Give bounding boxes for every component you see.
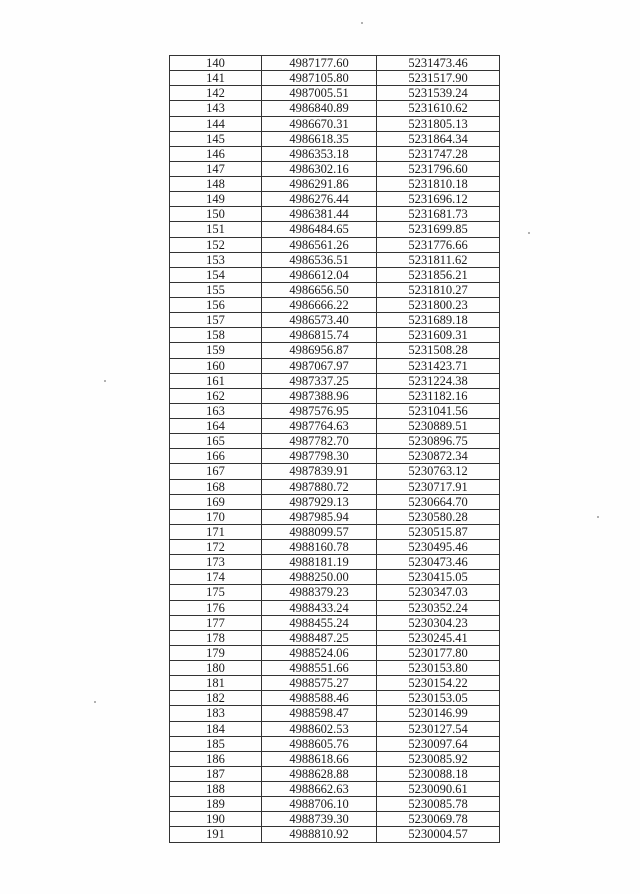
point-number-cell: 167: [170, 464, 262, 479]
y-coordinate-cell: 5231856.21: [377, 267, 500, 282]
y-coordinate-cell: 5230085.78: [377, 797, 500, 812]
point-number-cell: 177: [170, 615, 262, 630]
table-row: [170, 267, 500, 282]
point-number-cell: 185: [170, 736, 262, 751]
point-number-cell: 172: [170, 540, 262, 555]
x-coordinate-cell: 4987177.60: [262, 56, 377, 71]
x-coordinate-cell: 4988810.92: [262, 827, 377, 842]
table-row: [170, 570, 500, 585]
y-coordinate-cell: 5230153.05: [377, 691, 500, 706]
y-coordinate-cell: 5230177.80: [377, 645, 500, 660]
x-coordinate-cell: 4988379.23: [262, 585, 377, 600]
y-coordinate-cell: 5230580.28: [377, 509, 500, 524]
y-coordinate-cell: 5231810.18: [377, 177, 500, 192]
point-number-cell: 159: [170, 343, 262, 358]
y-coordinate-cell: 5230352.24: [377, 600, 500, 615]
y-coordinate-cell: 5230146.99: [377, 706, 500, 721]
point-number-cell: 163: [170, 403, 262, 418]
table-row: [170, 600, 500, 615]
x-coordinate-cell: 4988605.76: [262, 736, 377, 751]
point-number-cell: 189: [170, 797, 262, 812]
x-coordinate-cell: 4986670.31: [262, 116, 377, 131]
x-coordinate-cell: 4987337.25: [262, 373, 377, 388]
y-coordinate-cell: 5230515.87: [377, 524, 500, 539]
point-number-cell: 140: [170, 56, 262, 71]
table-row: [170, 222, 500, 237]
point-number-cell: 148: [170, 177, 262, 192]
x-coordinate-cell: 4986353.18: [262, 146, 377, 161]
y-coordinate-cell: 5231041.56: [377, 403, 500, 418]
table-row: [170, 812, 500, 827]
x-coordinate-cell: 4988739.30: [262, 812, 377, 827]
x-coordinate-cell: 4988250.00: [262, 570, 377, 585]
y-coordinate-cell: 5230090.61: [377, 782, 500, 797]
point-number-cell: 155: [170, 282, 262, 297]
y-coordinate-cell: 5231864.34: [377, 131, 500, 146]
x-coordinate-cell: 4986840.89: [262, 101, 377, 116]
table-row: [170, 207, 500, 222]
point-number-cell: 176: [170, 600, 262, 615]
x-coordinate-cell: 4987105.80: [262, 71, 377, 86]
y-coordinate-cell: 5231699.85: [377, 222, 500, 237]
point-number-cell: 182: [170, 691, 262, 706]
point-number-cell: 184: [170, 721, 262, 736]
x-coordinate-cell: 4986291.86: [262, 177, 377, 192]
point-number-cell: 171: [170, 524, 262, 539]
point-number-cell: 156: [170, 298, 262, 313]
point-number-cell: 142: [170, 86, 262, 101]
table-row: [170, 555, 500, 570]
point-number-cell: 186: [170, 751, 262, 766]
x-coordinate-cell: 4987067.97: [262, 358, 377, 373]
table-row: [170, 524, 500, 539]
y-coordinate-cell: 5230304.23: [377, 615, 500, 630]
point-number-cell: 181: [170, 676, 262, 691]
table-row: [170, 419, 500, 434]
point-number-cell: 174: [170, 570, 262, 585]
point-number-cell: 180: [170, 661, 262, 676]
x-coordinate-cell: 4987880.72: [262, 479, 377, 494]
table-row: [170, 434, 500, 449]
point-number-cell: 150: [170, 207, 262, 222]
table-row: [170, 706, 500, 721]
x-coordinate-cell: 4988524.06: [262, 645, 377, 660]
table-row: [170, 676, 500, 691]
x-coordinate-cell: 4986656.50: [262, 282, 377, 297]
point-number-cell: 183: [170, 706, 262, 721]
table-row: [170, 101, 500, 116]
y-coordinate-cell: 5231776.66: [377, 237, 500, 252]
table-row: [170, 313, 500, 328]
scan-speck: [104, 380, 106, 382]
table-row: [170, 540, 500, 555]
table-row: [170, 192, 500, 207]
table-row: [170, 479, 500, 494]
table-row: [170, 585, 500, 600]
y-coordinate-cell: 5231689.18: [377, 313, 500, 328]
point-number-cell: 151: [170, 222, 262, 237]
x-coordinate-cell: 4986381.44: [262, 207, 377, 222]
x-coordinate-cell: 4986618.35: [262, 131, 377, 146]
point-number-cell: 164: [170, 419, 262, 434]
point-number-cell: 147: [170, 161, 262, 176]
point-number-cell: 160: [170, 358, 262, 373]
y-coordinate-cell: 5230896.75: [377, 434, 500, 449]
table-row: [170, 509, 500, 524]
table-row: [170, 797, 500, 812]
y-coordinate-cell: 5230872.34: [377, 449, 500, 464]
y-coordinate-cell: 5230664.70: [377, 494, 500, 509]
table-row: [170, 358, 500, 373]
table-row: [170, 766, 500, 781]
x-coordinate-cell: 4988598.47: [262, 706, 377, 721]
x-coordinate-cell: 4986956.87: [262, 343, 377, 358]
table-row: [170, 86, 500, 101]
x-coordinate-cell: 4988706.10: [262, 797, 377, 812]
point-number-cell: 145: [170, 131, 262, 146]
coordinates-table-body: [170, 56, 500, 843]
x-coordinate-cell: 4988575.27: [262, 676, 377, 691]
y-coordinate-cell: 5231508.28: [377, 343, 500, 358]
point-number-cell: 166: [170, 449, 262, 464]
table-row: [170, 782, 500, 797]
point-number-cell: 149: [170, 192, 262, 207]
point-number-cell: 154: [170, 267, 262, 282]
x-coordinate-cell: 4988487.25: [262, 630, 377, 645]
table-row: [170, 116, 500, 131]
table-row: [170, 56, 500, 71]
x-coordinate-cell: 4986666.22: [262, 298, 377, 313]
x-coordinate-cell: 4988433.24: [262, 600, 377, 615]
y-coordinate-cell: 5230153.80: [377, 661, 500, 676]
y-coordinate-cell: 5231609.31: [377, 328, 500, 343]
y-coordinate-cell: 5230069.78: [377, 812, 500, 827]
point-number-cell: 178: [170, 630, 262, 645]
x-coordinate-cell: 4988099.57: [262, 524, 377, 539]
y-coordinate-cell: 5231224.38: [377, 373, 500, 388]
x-coordinate-cell: 4986612.04: [262, 267, 377, 282]
point-number-cell: 175: [170, 585, 262, 600]
scan-speck: [528, 232, 530, 234]
table-row: [170, 161, 500, 176]
table-row: [170, 146, 500, 161]
y-coordinate-cell: 5230085.92: [377, 751, 500, 766]
table-row: [170, 388, 500, 403]
x-coordinate-cell: 4987388.96: [262, 388, 377, 403]
table-row: [170, 615, 500, 630]
point-number-cell: 158: [170, 328, 262, 343]
x-coordinate-cell: 4988628.88: [262, 766, 377, 781]
point-number-cell: 157: [170, 313, 262, 328]
x-coordinate-cell: 4987798.30: [262, 449, 377, 464]
point-number-cell: 170: [170, 509, 262, 524]
table-row: [170, 373, 500, 388]
point-number-cell: 179: [170, 645, 262, 660]
point-number-cell: 141: [170, 71, 262, 86]
table-row: [170, 131, 500, 146]
y-coordinate-cell: 5230763.12: [377, 464, 500, 479]
x-coordinate-cell: 4987839.91: [262, 464, 377, 479]
x-coordinate-cell: 4986561.26: [262, 237, 377, 252]
y-coordinate-cell: 5230154.22: [377, 676, 500, 691]
y-coordinate-cell: 5230717.91: [377, 479, 500, 494]
y-coordinate-cell: 5230415.05: [377, 570, 500, 585]
point-number-cell: 165: [170, 434, 262, 449]
point-number-cell: 187: [170, 766, 262, 781]
y-coordinate-cell: 5231681.73: [377, 207, 500, 222]
point-number-cell: 169: [170, 494, 262, 509]
table-row: [170, 298, 500, 313]
y-coordinate-cell: 5231539.24: [377, 86, 500, 101]
point-number-cell: 153: [170, 252, 262, 267]
x-coordinate-cell: 4987764.63: [262, 419, 377, 434]
x-coordinate-cell: 4986302.16: [262, 161, 377, 176]
y-coordinate-cell: 5230004.57: [377, 827, 500, 842]
x-coordinate-cell: 4988662.63: [262, 782, 377, 797]
x-coordinate-cell: 4987985.94: [262, 509, 377, 524]
y-coordinate-cell: 5231182.16: [377, 388, 500, 403]
table-row: [170, 464, 500, 479]
point-number-cell: 173: [170, 555, 262, 570]
table-row: [170, 403, 500, 418]
point-number-cell: 191: [170, 827, 262, 842]
table-row: [170, 751, 500, 766]
coordinates-table: [169, 55, 500, 843]
x-coordinate-cell: 4988588.46: [262, 691, 377, 706]
x-coordinate-cell: 4988455.24: [262, 615, 377, 630]
x-coordinate-cell: 4987576.95: [262, 403, 377, 418]
y-coordinate-cell: 5230245.41: [377, 630, 500, 645]
scan-speck: [361, 22, 363, 24]
y-coordinate-cell: 5231805.13: [377, 116, 500, 131]
point-number-cell: 152: [170, 237, 262, 252]
point-number-cell: 188: [170, 782, 262, 797]
y-coordinate-cell: 5230473.46: [377, 555, 500, 570]
x-coordinate-cell: 4986484.65: [262, 222, 377, 237]
y-coordinate-cell: 5230088.18: [377, 766, 500, 781]
point-number-cell: 168: [170, 479, 262, 494]
y-coordinate-cell: 5231800.23: [377, 298, 500, 313]
y-coordinate-cell: 5230495.46: [377, 540, 500, 555]
y-coordinate-cell: 5231747.28: [377, 146, 500, 161]
point-number-cell: 162: [170, 388, 262, 403]
x-coordinate-cell: 4986276.44: [262, 192, 377, 207]
table-row: [170, 645, 500, 660]
y-coordinate-cell: 5231796.60: [377, 161, 500, 176]
scan-speck: [597, 516, 599, 518]
x-coordinate-cell: 4986536.51: [262, 252, 377, 267]
x-coordinate-cell: 4988181.19: [262, 555, 377, 570]
x-coordinate-cell: 4987005.51: [262, 86, 377, 101]
x-coordinate-cell: 4988618.66: [262, 751, 377, 766]
table-row: [170, 282, 500, 297]
y-coordinate-cell: 5230127.54: [377, 721, 500, 736]
table-row: [170, 494, 500, 509]
point-number-cell: 146: [170, 146, 262, 161]
table-row: [170, 177, 500, 192]
table-row: [170, 343, 500, 358]
scan-speck: [94, 701, 96, 703]
y-coordinate-cell: 5230889.51: [377, 419, 500, 434]
x-coordinate-cell: 4988551.66: [262, 661, 377, 676]
x-coordinate-cell: 4988602.53: [262, 721, 377, 736]
table-row: [170, 449, 500, 464]
y-coordinate-cell: 5231696.12: [377, 192, 500, 207]
table-row: [170, 721, 500, 736]
x-coordinate-cell: 4988160.78: [262, 540, 377, 555]
x-coordinate-cell: 4986815.74: [262, 328, 377, 343]
y-coordinate-cell: 5231810.27: [377, 282, 500, 297]
point-number-cell: 144: [170, 116, 262, 131]
y-coordinate-cell: 5231610.62: [377, 101, 500, 116]
table-row: [170, 237, 500, 252]
table-row: [170, 661, 500, 676]
table-row: [170, 691, 500, 706]
x-coordinate-cell: 4987782.70: [262, 434, 377, 449]
table-row: [170, 736, 500, 751]
point-number-cell: 161: [170, 373, 262, 388]
x-coordinate-cell: 4986573.40: [262, 313, 377, 328]
y-coordinate-cell: 5231423.71: [377, 358, 500, 373]
y-coordinate-cell: 5231517.90: [377, 71, 500, 86]
point-number-cell: 143: [170, 101, 262, 116]
y-coordinate-cell: 5231811.62: [377, 252, 500, 267]
point-number-cell: 190: [170, 812, 262, 827]
y-coordinate-cell: 5231473.46: [377, 56, 500, 71]
y-coordinate-cell: 5230097.64: [377, 736, 500, 751]
table-row: [170, 252, 500, 267]
table-row: [170, 328, 500, 343]
y-coordinate-cell: 5230347.03: [377, 585, 500, 600]
table-row: [170, 630, 500, 645]
x-coordinate-cell: 4987929.13: [262, 494, 377, 509]
table-row: [170, 71, 500, 86]
table-row: [170, 827, 500, 842]
